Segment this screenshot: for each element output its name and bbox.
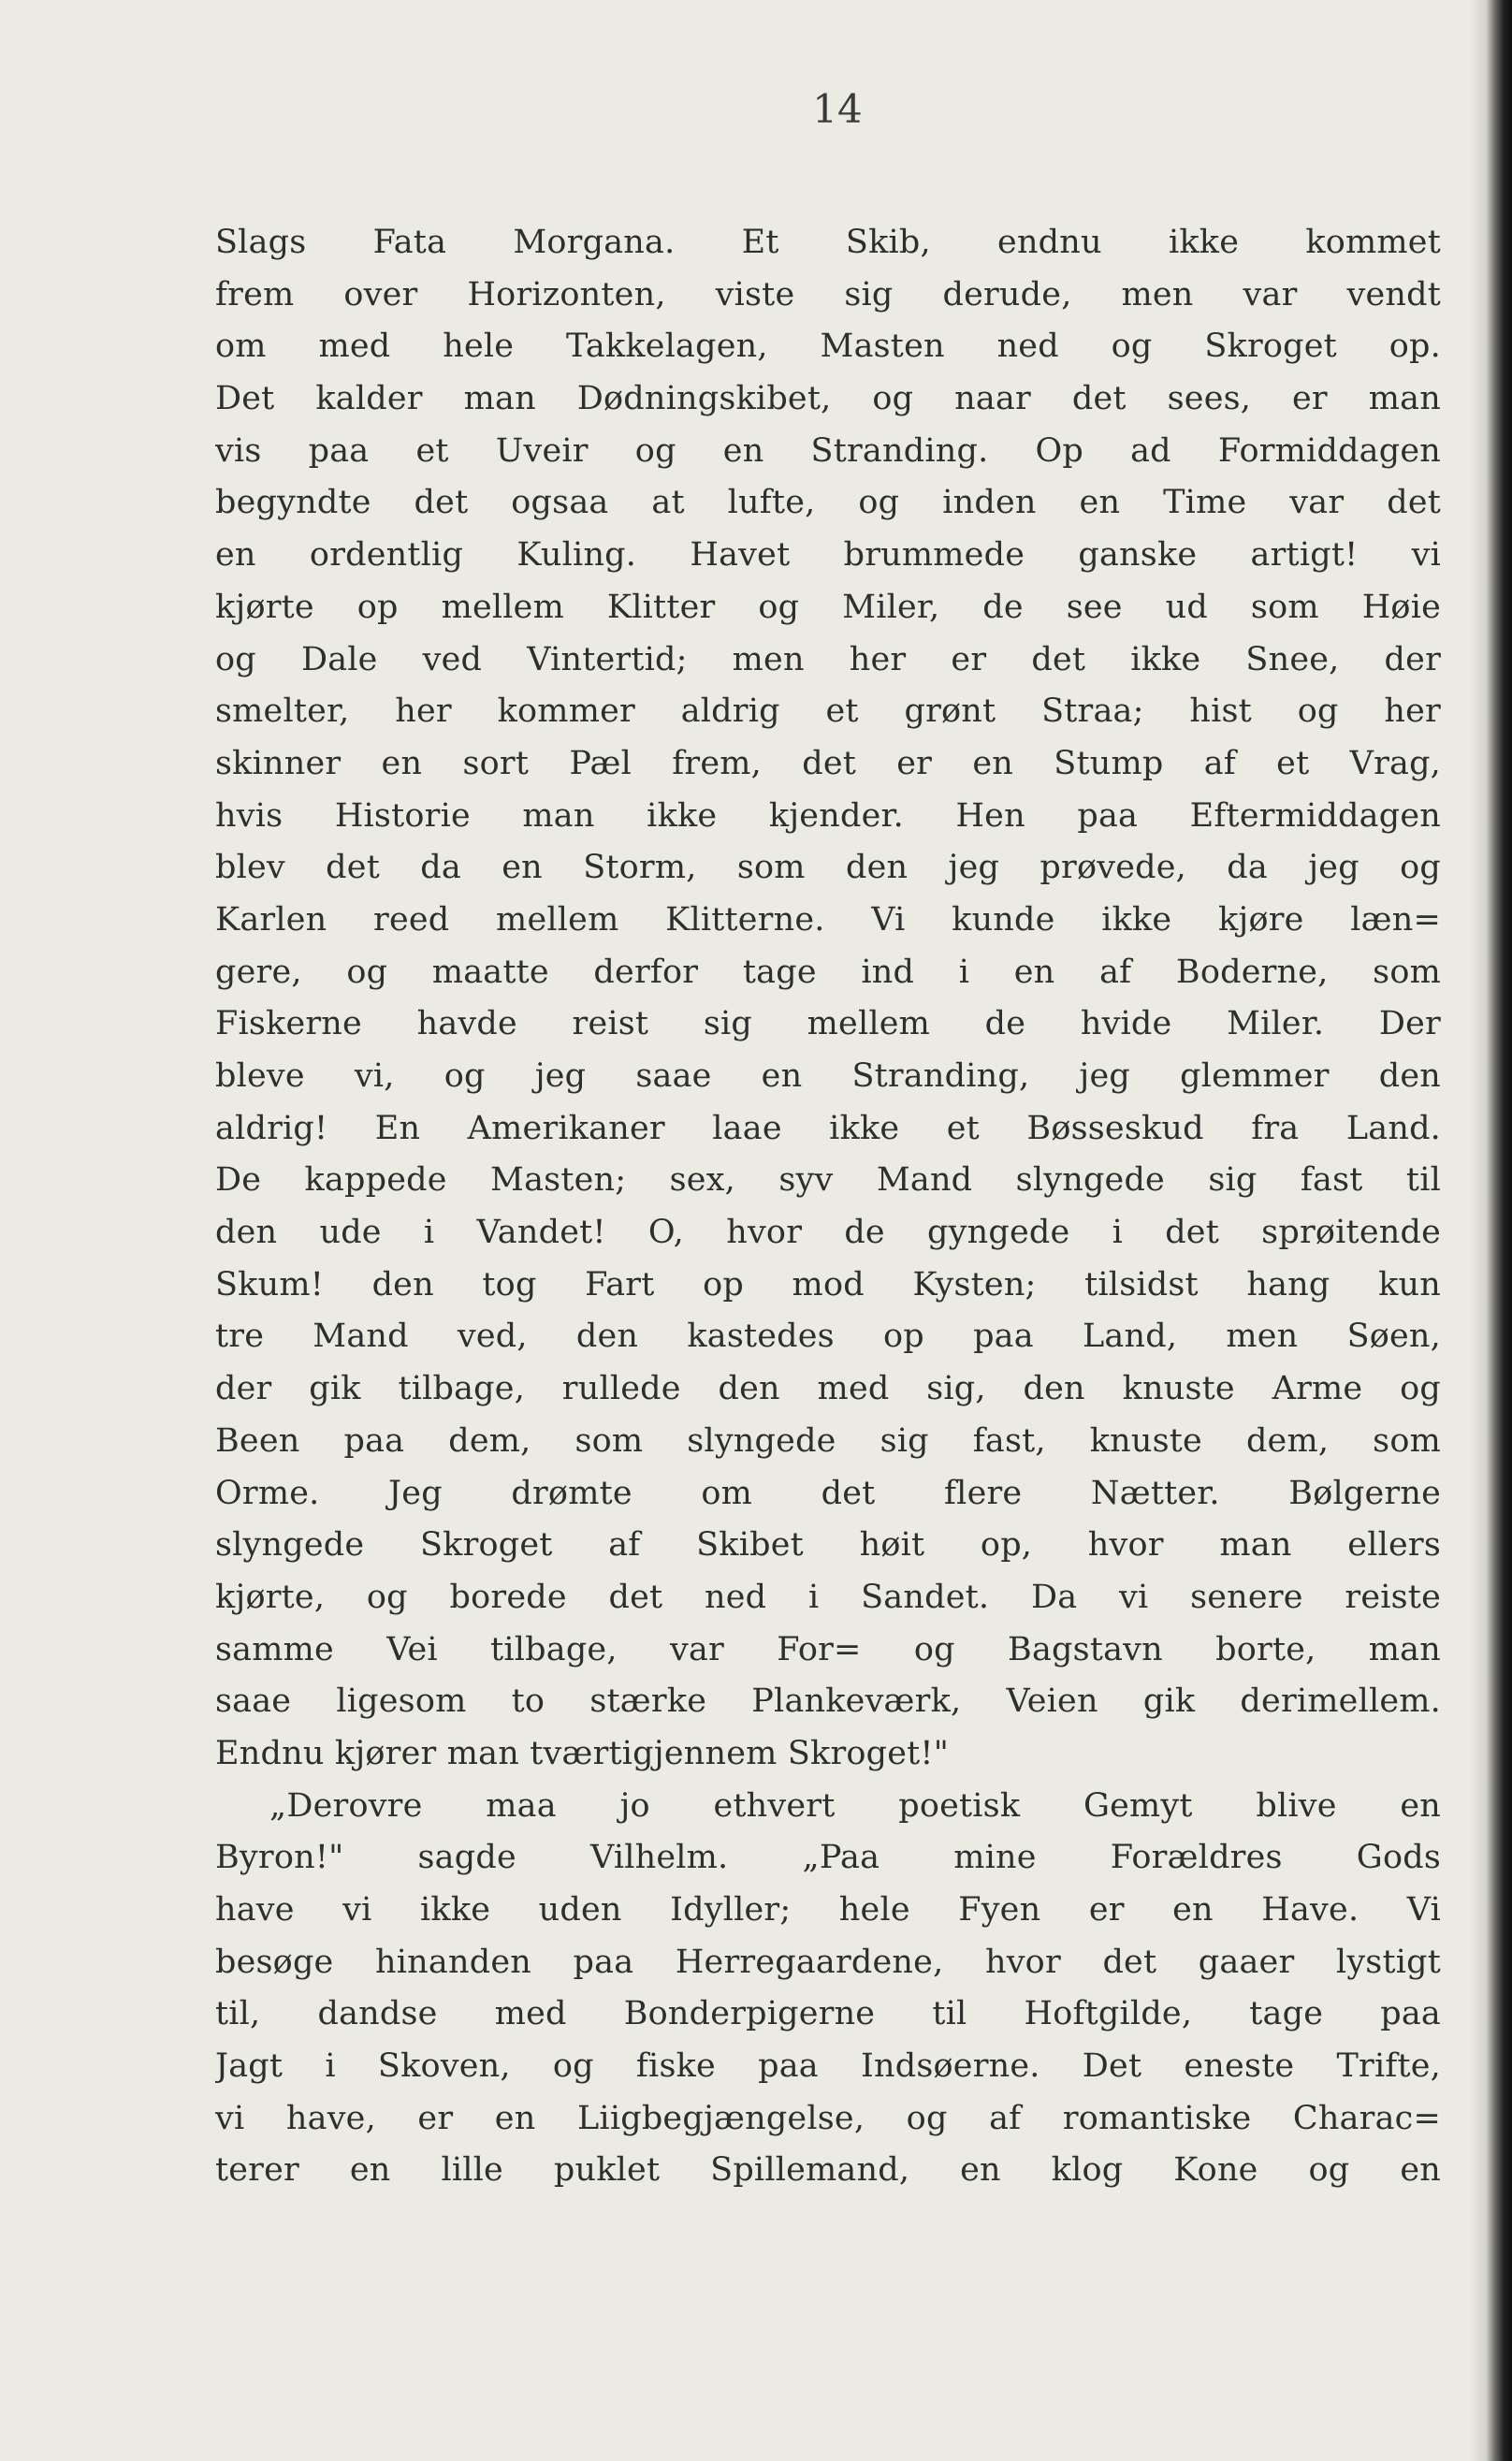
text-line: og Dale ved Vintertid; men her er det ikke Snee, der <box>215 640 1441 678</box>
text-line: have vi ikke uden Idyller; hele Fyen er en Have. Vi <box>215 1891 1441 1929</box>
text-line: blev det da en Storm, som den jeg prøvede, da jeg og <box>215 849 1441 887</box>
text-line: hvis Historie man ikke kjender. Hen paa Eftermiddagen <box>215 796 1441 835</box>
text-line: skinner en sort Pæl frem, det er en Stump af et Vrag, <box>215 744 1441 782</box>
text-line: den ude i Vandet! O, hvor de gyngede i det sprøitende <box>215 1214 1441 1252</box>
text-line: kjørte op mellem Klitter og Miler, de see ud som Høie <box>215 588 1441 626</box>
text-line: en ordentlig Kuling. Havet brummede ganske artigt! vi <box>215 536 1441 575</box>
page-edge <box>1486 0 1512 2461</box>
text-line: Been paa dem, som slyngede sig fast, knuste dem, som <box>215 1421 1441 1460</box>
text-line: Jagt i Skoven, og fiske paa Indsøerne. Det eneste Trifte, <box>215 2047 1441 2086</box>
text-line: tre Mand ved, den kastedes op paa Land, men Søen, <box>215 1318 1441 1356</box>
text-line: besøge hinanden paa Herregaardene, hvor det gaaer lystigt <box>215 1943 1441 1981</box>
text-line: gere, og maatte derfor tage ind i en af Boderne, som <box>215 953 1441 991</box>
text-line: Skum! den tog Fart op mod Kysten; tilsidst hang kun <box>215 1265 1441 1303</box>
text-line: vis paa et Uveir og en Stranding. Op ad Formiddagen <box>215 431 1441 470</box>
text-line: Det kalder man Dødningskibet, og naar det sees, er man <box>215 380 1441 418</box>
text-line: samme Vei tilbage, var For= og Bagstavn borte, man <box>215 1630 1441 1668</box>
text-line: Orme. Jeg drømte om det flere Nætter. Bølgerne <box>215 1474 1441 1512</box>
text-line: blevе vi, og jeg saae en Stranding, jeg glemmer den <box>215 1057 1441 1095</box>
text-line: De kappede Masten; sex, syv Mand slyngede sig fast til <box>215 1161 1441 1200</box>
text-line: terer en lille puklet Spillemand, en klog Kone og en <box>215 2151 1441 2190</box>
text-line: Endnu kjører man tværtigjennem Skroget!" <box>215 1734 949 1772</box>
text-line: om med hele Takkelagen, Masten ned og Skroget op. <box>215 328 1441 366</box>
body-text <box>215 217 1441 2197</box>
text-line: „Derovre maa jo ethvert poetisk Gemyt blive en <box>269 1786 1441 1825</box>
text-line: frem over Horizonten, viste sig derude, men var vendt <box>215 275 1441 313</box>
text-line: Byron!" sagde Vilhelm. „Paa mine Forældres Gods <box>215 1839 1441 1877</box>
text-line: kjørte, og borede det ned i Sandet. Da vi senere reiste <box>215 1578 1441 1616</box>
text-line: smelter, her kommer aldrig et grønt Straa; hist og her <box>215 692 1441 731</box>
text-line: Fiskerne havde reist sig mellem de hvide Miler. Der <box>215 1005 1441 1043</box>
page-number: 14 <box>812 86 863 132</box>
text-line: vi have, er en Liigbegjængelse, og af romantiske Charac= <box>215 2099 1441 2137</box>
text-line: til, dandse med Bonderpigerne til Hoftgilde, tage paa <box>215 1995 1441 2033</box>
text-line: Slags Fata Morgana. Et Skib, endnu ikke kommet <box>215 224 1441 261</box>
text-line: Karlen reed mellem Klitterne. Vi kunde ikke kjøre læn= <box>215 900 1441 939</box>
page-gutter-shadow <box>1469 0 1486 2461</box>
text-line: der gik tilbage, rullede den med sig, den knuste Arme og <box>215 1370 1441 1408</box>
text-line: saae ligesom to stærke Plankeværk, Veien gik derimellem. <box>215 1682 1441 1721</box>
text-line: aldrig! En Amerikaner laae ikke et Bøsseskud fra Land. <box>215 1109 1441 1147</box>
text-line: slyngede Skroget af Skibet høit op, hvor man ellers <box>215 1526 1441 1565</box>
text-line: begyndte det ogsaa at lufte, og inden en Time var det <box>215 484 1441 522</box>
